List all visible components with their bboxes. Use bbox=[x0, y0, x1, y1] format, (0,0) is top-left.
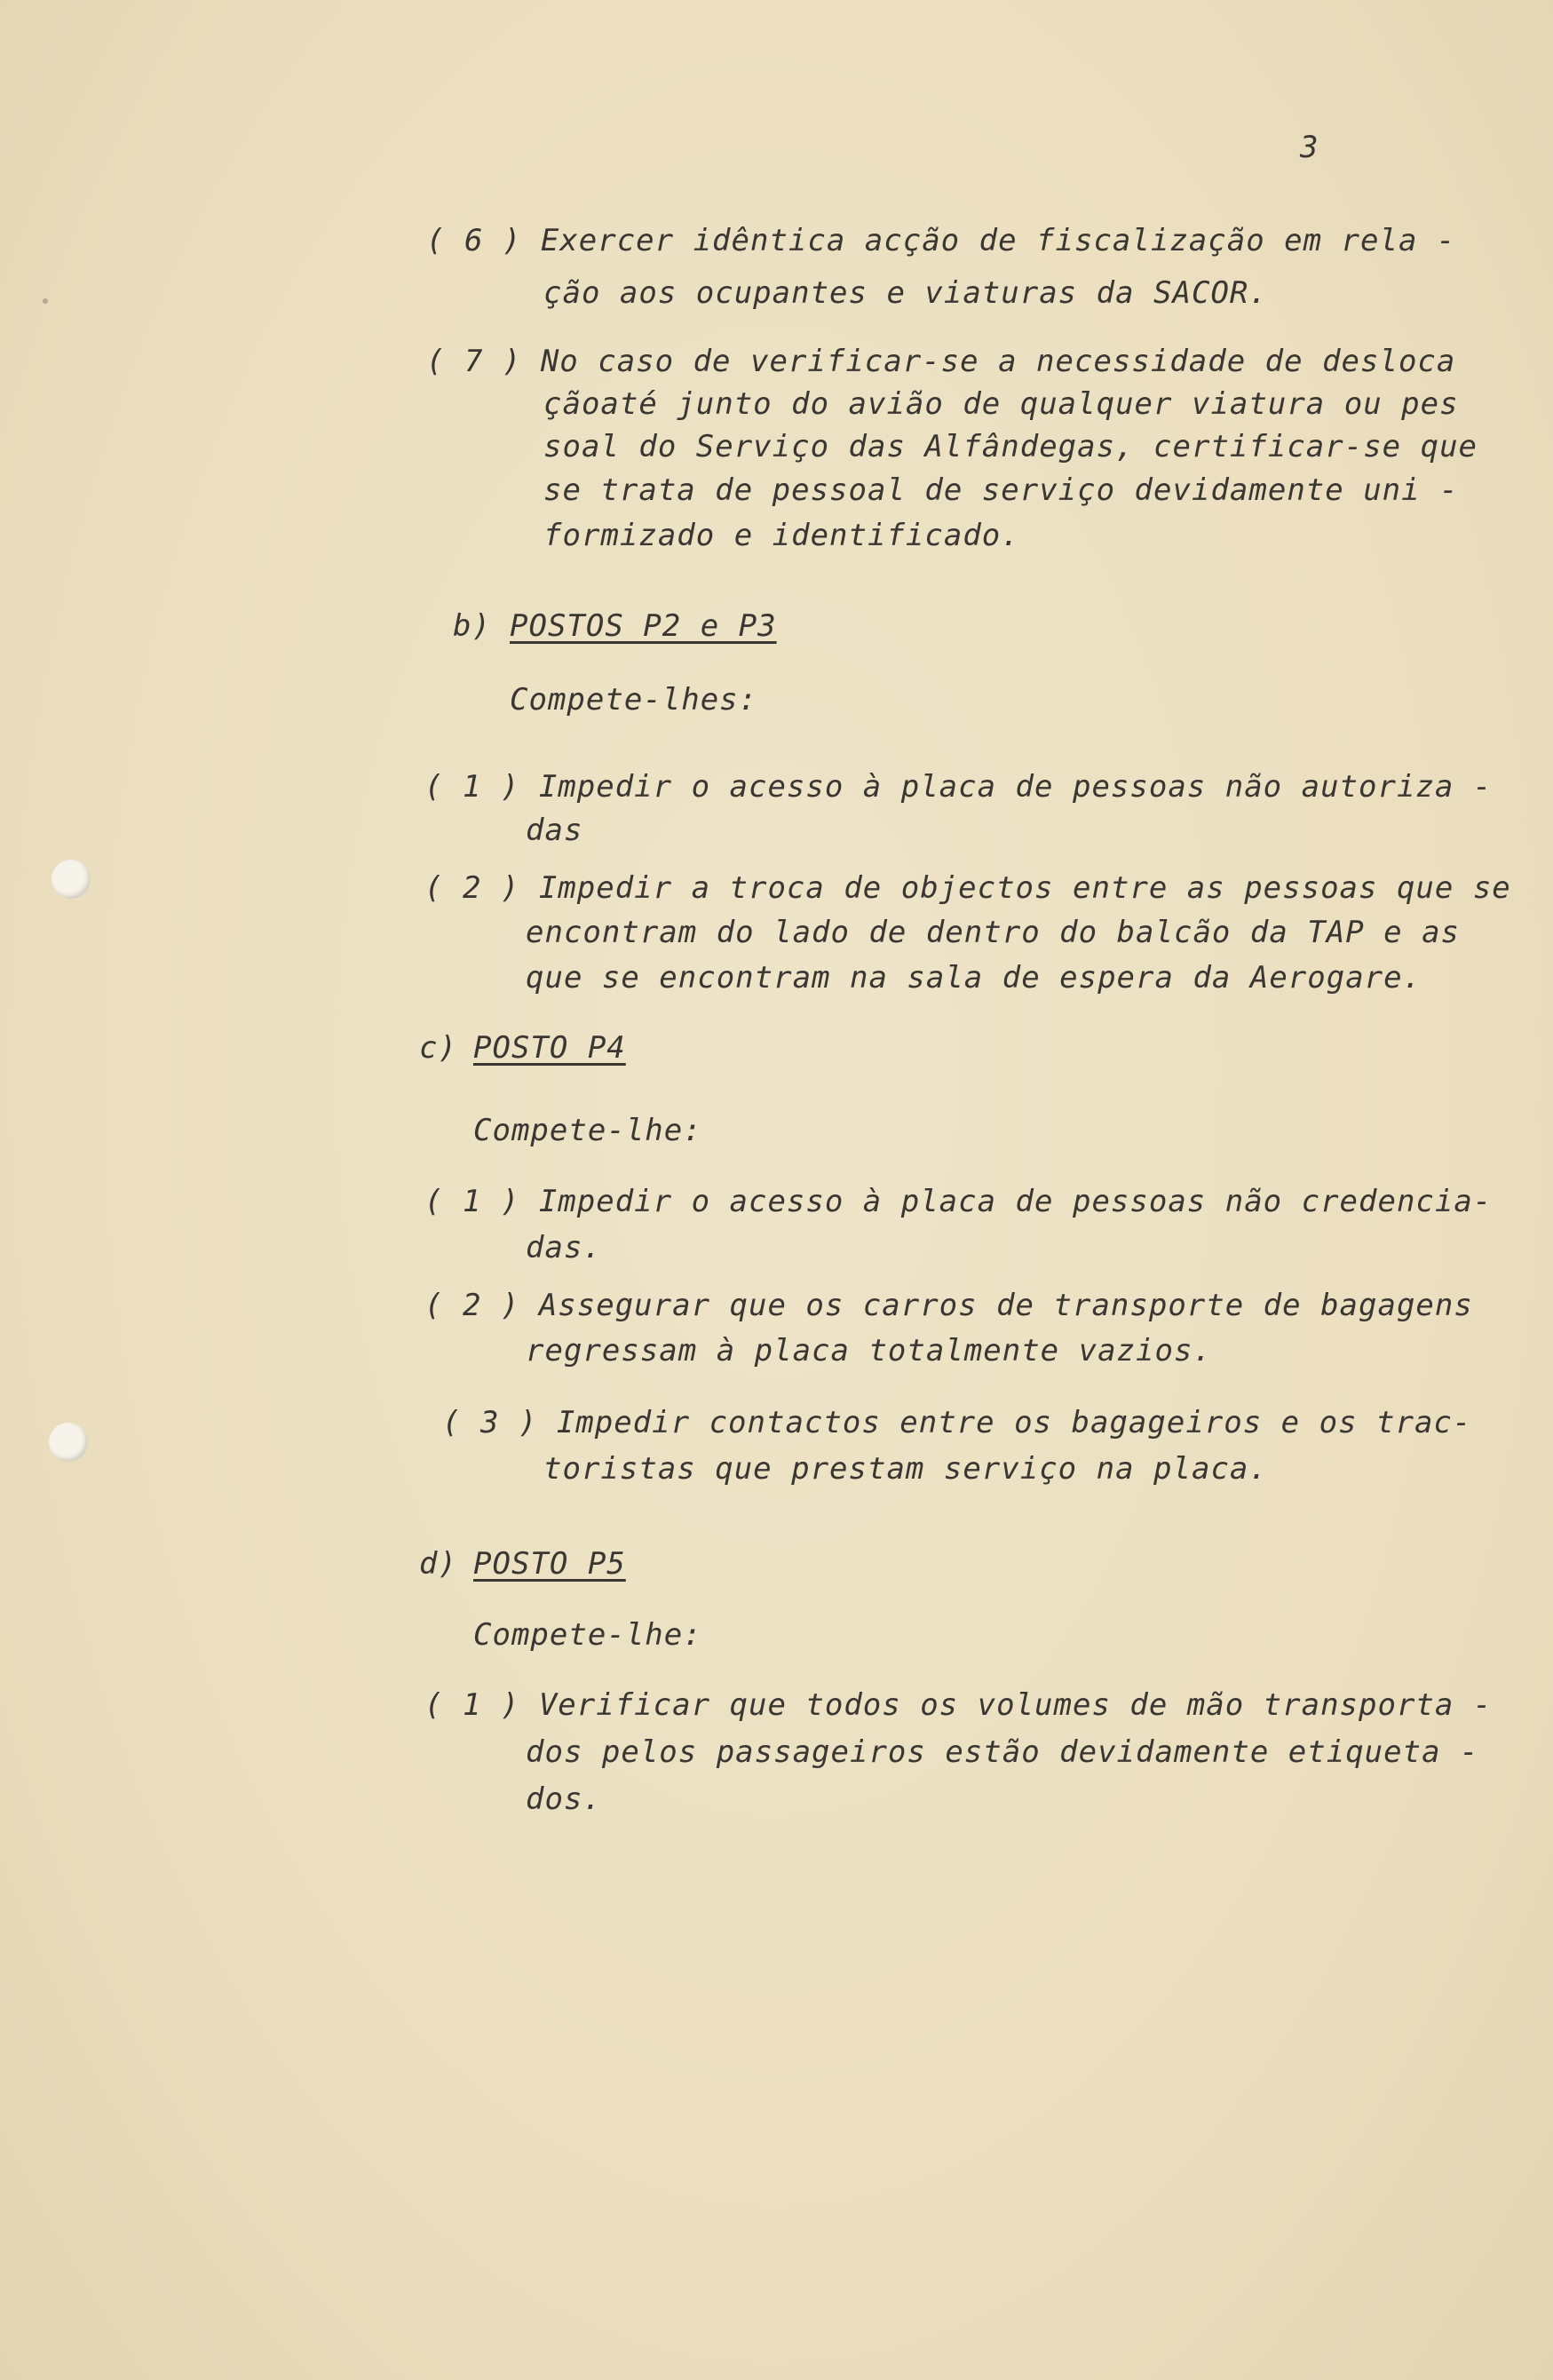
section-b-letter: b) bbox=[453, 608, 511, 644]
paper-speck bbox=[43, 298, 48, 304]
section-c-item-2-line-2: regressam à placa totalmente vazios. bbox=[526, 1333, 1212, 1368]
section-c-item-1-line-2: das. bbox=[526, 1230, 602, 1265]
item-7-line-5: formizado e identificado. bbox=[543, 518, 1020, 553]
item-6-line-2: ção aos ocupantes e viaturas da SACOR. bbox=[543, 275, 1268, 311]
section-b-item-2-line-1: ( 2 ) Impedir a troca de objectos entre as pessoas que se bbox=[424, 870, 1511, 906]
section-c-item-2-line-1: ( 2 ) Assegurar que os carros de transporte de bagagens bbox=[424, 1288, 1473, 1323]
punch-hole-bottom bbox=[49, 1423, 88, 1462]
item-6-line-1: ( 6 ) Exercer idêntica acção de fiscalização em rela - bbox=[426, 223, 1456, 258]
section-c-heading: POSTO P4 bbox=[473, 1030, 626, 1066]
item-7-line-3: soal do Serviço das Alfândegas, certificar-se que bbox=[543, 429, 1478, 464]
section-c-item-1-line-1: ( 1 ) Impedir o acesso à placa de pessoas não credencia- bbox=[424, 1184, 1493, 1219]
section-c-item-3-line-1: ( 3 ) Impedir contactos entre os bagageiros e os trac- bbox=[442, 1405, 1472, 1440]
section-d-compete: Compete-lhe: bbox=[473, 1617, 702, 1653]
section-b-compete: Compete-lhes: bbox=[510, 682, 758, 718]
section-c-letter: c) bbox=[419, 1030, 477, 1066]
section-b-item-2-line-2: encontram do lado de dentro do balcão da TAP e as bbox=[526, 915, 1461, 950]
section-d-item-1-line-2: dos pelos passageiros estão devidamente etiqueta - bbox=[526, 1734, 1479, 1770]
section-d-letter: d) bbox=[419, 1546, 477, 1582]
section-b-heading: POSTOS P2 e P3 bbox=[510, 608, 777, 644]
item-7-line-2: çãoaté junto do avião de qualquer viatura ou pes bbox=[543, 386, 1459, 422]
section-d-item-1-line-3: dos. bbox=[526, 1781, 602, 1817]
section-d-heading: POSTO P5 bbox=[473, 1546, 626, 1582]
section-b-item-1-line-2: das bbox=[526, 813, 583, 848]
section-b-item-1-line-1: ( 1 ) Impedir o acesso à placa de pessoas não autoriza - bbox=[424, 769, 1493, 805]
section-c-compete: Compete-lhe: bbox=[473, 1113, 702, 1148]
section-c-item-3-line-2: toristas que prestam serviço na placa. bbox=[543, 1451, 1268, 1487]
section-b-item-2-line-3: que se encontram na sala de espera da Aerogare. bbox=[526, 960, 1422, 996]
section-d-item-1-line-1: ( 1 ) Verificar que todos os volumes de mão transporta - bbox=[424, 1687, 1493, 1723]
page-number: 3 bbox=[1300, 130, 1319, 165]
item-7-line-1: ( 7 ) No caso de verificar-se a necessidade de desloca bbox=[426, 344, 1456, 379]
item-7-line-4: se trata de pessoal de serviço devidamente uni - bbox=[543, 472, 1459, 508]
punch-hole-top bbox=[52, 860, 91, 899]
